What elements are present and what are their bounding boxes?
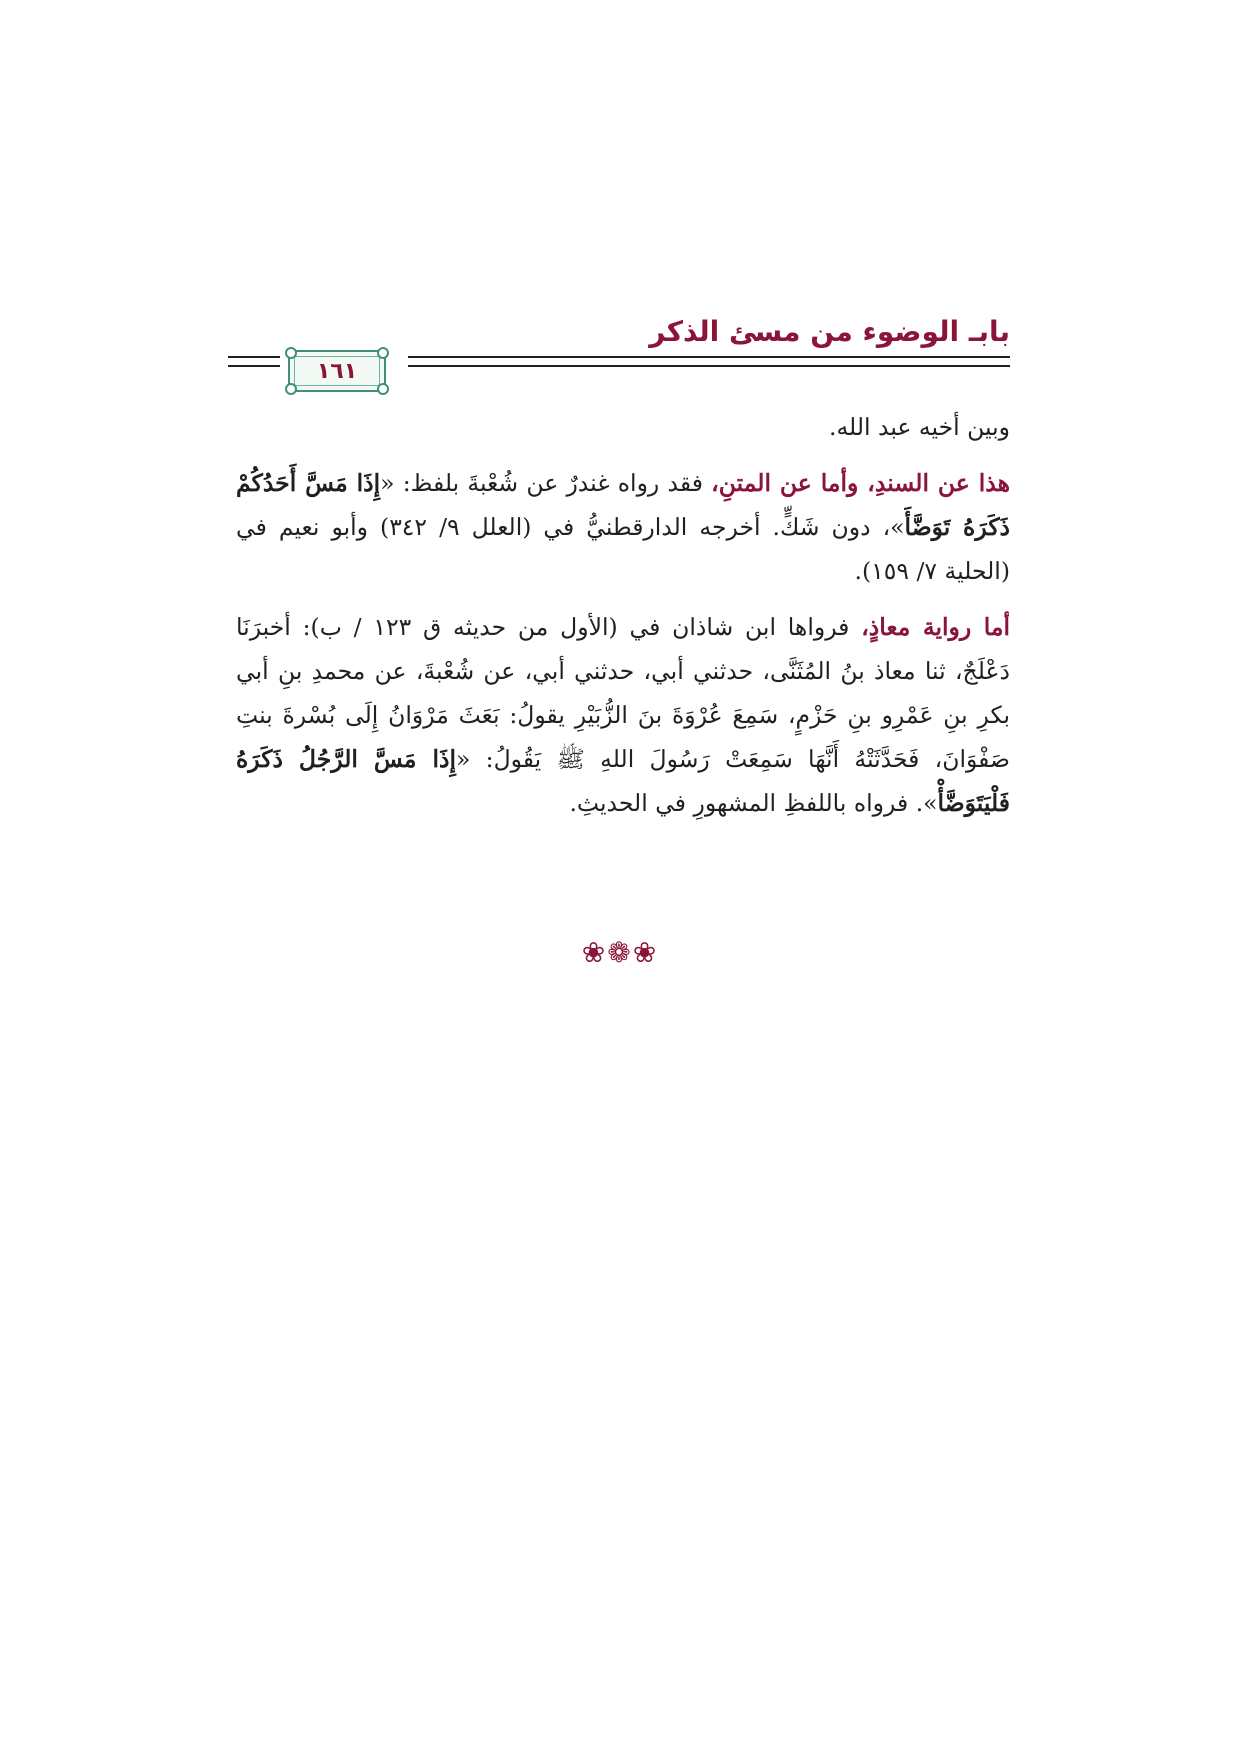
corner-ornament-icon xyxy=(285,383,297,395)
paragraph-1 xyxy=(236,405,1010,449)
paragraph-3-text-b: ». فرواه باللفظِ المشهورِ في الحديثِ. xyxy=(569,789,938,817)
chapter-title: بابـ الوضوء من مسئ الذكر xyxy=(649,315,1010,348)
page-number-badge xyxy=(288,350,386,392)
paragraph-1-text: وبين أخيه عبد الله. xyxy=(828,413,1010,441)
paragraph-2 xyxy=(236,461,1010,593)
header-rule-bottom-left xyxy=(228,365,280,367)
corner-ornament-icon xyxy=(285,347,297,359)
highlight-phrase: هذا عن السندِ، وأما عن المتنِ، xyxy=(711,469,1010,497)
highlight-phrase: أما رواية معاذٍ، xyxy=(861,613,1010,641)
paragraph-2-text-b: »، دون شَكٍّ. أخرجه الدارقطنيُّ في (العلل ٩/ ٣٤٢) وأبو نعيم في (الحلية ٧/ ١٥٩). xyxy=(236,513,1010,585)
hadith-quote: إِذَا مَسَّ الرَّجُلُ ذَكَرَهُ فَلْيَتَوَضَّأْ xyxy=(236,745,1010,817)
header-rule-bottom-right xyxy=(408,365,1010,367)
header-rule-top-left xyxy=(228,356,280,358)
corner-ornament-icon xyxy=(377,383,389,395)
header-rule-top-right xyxy=(408,356,1010,358)
corner-ornament-icon xyxy=(377,347,389,359)
paragraph-2-text-a: فقد رواه غندرٌ عن شُعْبةَ بلفظ: « xyxy=(380,469,712,497)
page-number: ١٦١ xyxy=(316,358,358,384)
page-header xyxy=(228,312,1010,388)
body-text xyxy=(236,405,1010,837)
section-end-ornament-icon: ❀❁❀ xyxy=(581,936,659,969)
paragraph-3-text-a: فرواها ابن شاذان في (الأول من حديثه ق ١٢٣ / ب): أخبرَنَا دَعْلَجٌ، ثنا معاذ بنُ المُثَنَّى، حدثني أبي، حدثني أبي، عن شُعْبةَ، عن محمدِ بنِ أبي بكرِ بنِ عَمْرِو بنِ حَزْمٍ، سَمِعَ عُرْوَةَ بنَ الزُّبَيْرِ يقولُ: بَعَثَ مَرْوَانُ إِلَى بُسْرةَ بنتِ صَفْوَانَ، فَحَدَّثَتْهُ أَنَّهَا سَمِعَتْ رَسُولَ اللهِ ﷺ يَقُولُ: « xyxy=(236,613,1010,773)
hadith-quote: إِذَا مَسَّ أَحَدُكُمْ ذَكَرَهُ تَوَضَّأَ xyxy=(236,469,1010,541)
paragraph-3 xyxy=(236,605,1010,825)
